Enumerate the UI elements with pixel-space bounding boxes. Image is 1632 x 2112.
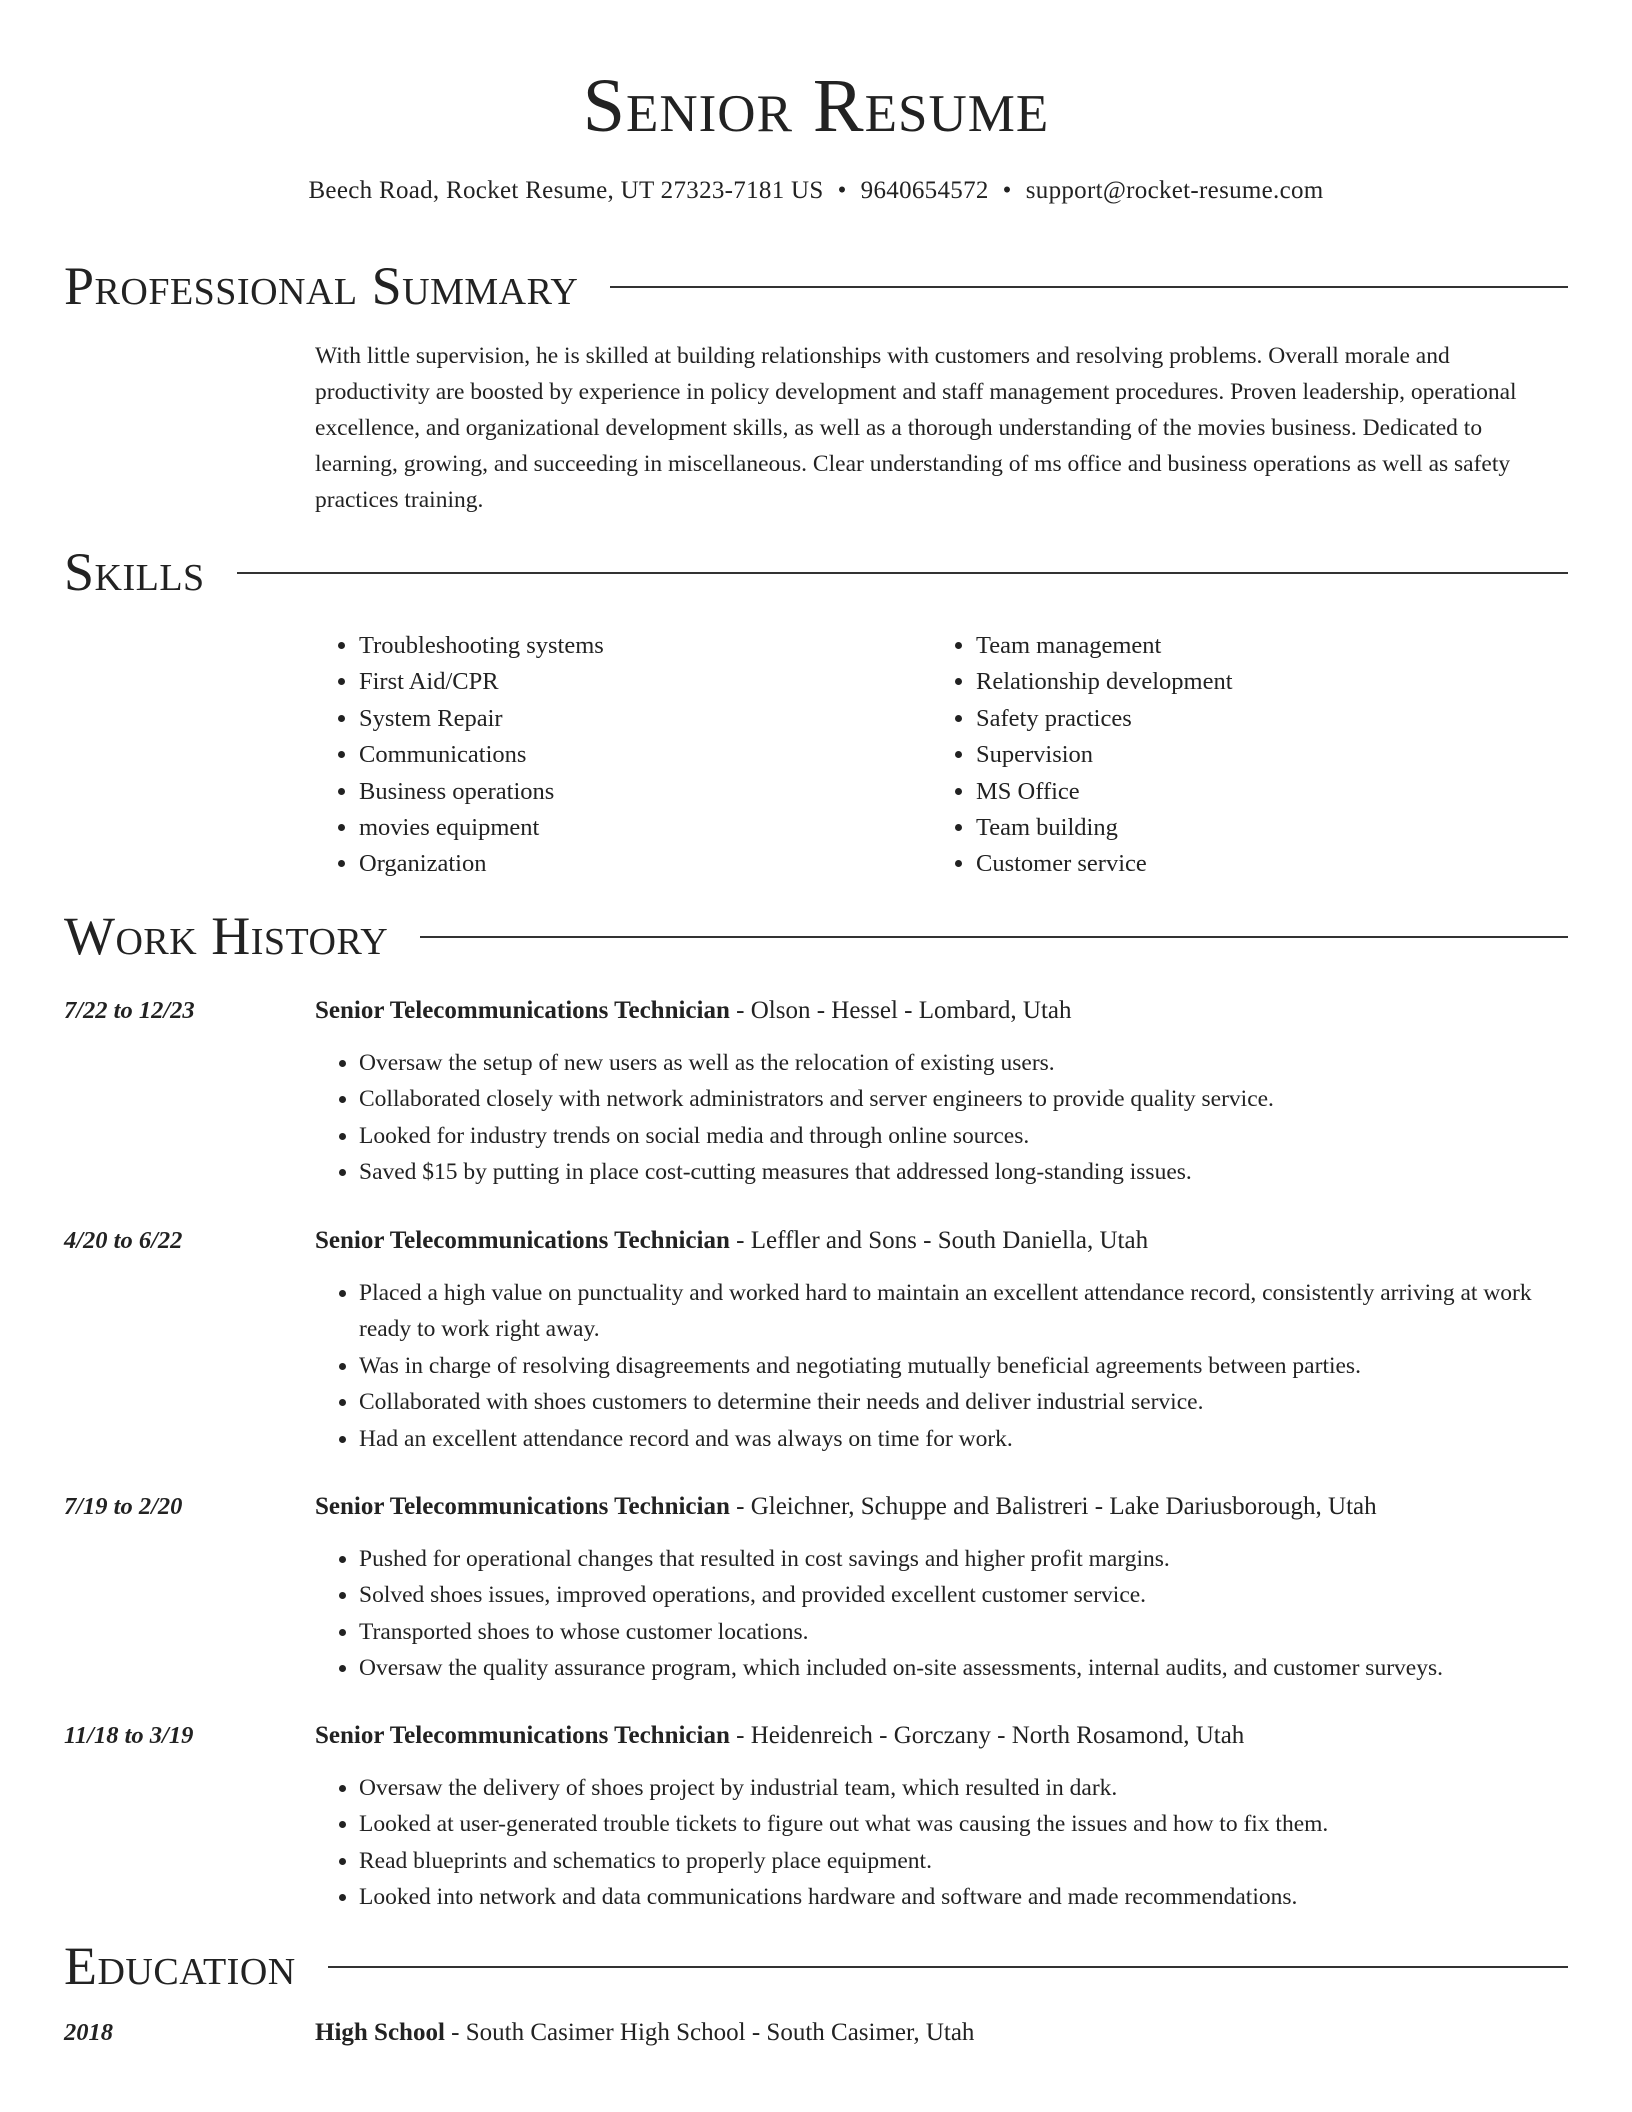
education-header — [315, 2016, 974, 2050]
skill-item: • System Repair — [359, 701, 604, 737]
section-title-skills: Skills — [64, 542, 205, 602]
skill-item: • Communications — [359, 737, 604, 773]
skill-item: • Team management — [976, 628, 1233, 664]
section-title-summary: Professional Summary — [64, 256, 579, 316]
section-divider — [237, 572, 1568, 574]
section-heading-education — [64, 1934, 1568, 1998]
section-heading-skills — [64, 540, 1568, 604]
contact-separator: • — [1002, 177, 1012, 204]
work-role: Senior Telecommunications Technician — [315, 1722, 730, 1749]
section-title-work: Work History — [64, 906, 389, 966]
section-divider — [420, 936, 1568, 938]
work-bullet: • Looked into network and data communications hardware and software and made recommendations. — [359, 1879, 1568, 1915]
skill-item: • movies equipment — [359, 810, 604, 846]
section-title-education: Education — [64, 1936, 296, 1996]
skill-item: • Team building — [976, 810, 1233, 846]
work-employer: - Gleichner, Schuppe and Balistreri - Lake Dariusborough, Utah — [729, 1493, 1377, 1520]
work-bullets — [315, 1275, 1568, 1457]
skills-list-left — [315, 628, 604, 883]
resume-name: Senior Resume — [582, 64, 1050, 148]
work-bullet: • Oversaw the quality assurance program, which included on-site assessments, internal audits, and customer surveys. — [359, 1650, 1568, 1686]
contact-line — [0, 174, 1632, 208]
work-bullet: • Transported shoes to whose customer locations. — [359, 1614, 1568, 1650]
work-dates: 11/18 to 3/19 — [64, 1722, 194, 1749]
work-employer: - Heidenreich - Gorczany - North Rosamond, Utah — [729, 1722, 1245, 1749]
skills-list-right — [932, 628, 1233, 883]
skill-item: • Customer service — [976, 846, 1233, 882]
skill-item: • Business operations — [359, 774, 604, 810]
work-bullet: • Pushed for operational changes that resulted in cost savings and higher profit margins. — [359, 1541, 1568, 1577]
contact-email: support@rocket-resume.com — [1025, 177, 1324, 204]
section-divider — [328, 1966, 1568, 1968]
work-role: Senior Telecommunications Technician — [315, 1493, 730, 1520]
contact-separator: • — [837, 177, 847, 204]
work-employer: - Leffler and Sons - South Daniella, Utah — [729, 1227, 1149, 1254]
work-dates: 4/20 to 6/22 — [64, 1227, 183, 1254]
work-bullets — [315, 1770, 1568, 1916]
work-bullet: • Collaborated with shoes customers to determine their needs and deliver industrial service. — [359, 1384, 1568, 1420]
contact-phone: 9640654572 — [860, 177, 989, 204]
work-bullet: • Looked for industry trends on social media and through online sources. — [359, 1118, 1568, 1154]
work-bullets — [315, 1541, 1568, 1687]
work-header — [315, 1490, 1377, 1524]
work-role: Senior Telecommunications Technician — [315, 997, 730, 1024]
education-school: - South Casimer High School - South Casimer, Utah — [444, 2019, 975, 2046]
work-bullets — [315, 1045, 1568, 1191]
skill-item: • Relationship development — [976, 664, 1233, 700]
skill-item: • Troubleshooting systems — [359, 628, 604, 664]
work-bullet: • Saved $15 by putting in place cost-cutting measures that addressed long-standing issues. — [359, 1154, 1568, 1190]
education-year: 2018 — [64, 2019, 113, 2046]
skill-item: • Supervision — [976, 737, 1233, 773]
education-degree: High School — [315, 2019, 445, 2046]
work-bullet: • Had an excellent attendance record and was always on time for work. — [359, 1421, 1568, 1457]
skill-item: • First Aid/CPR — [359, 664, 604, 700]
work-header — [315, 1719, 1244, 1753]
work-header — [315, 1224, 1148, 1258]
contact-address: Beech Road, Rocket Resume, UT 27323-7181 US — [308, 177, 824, 204]
skill-item: • Organization — [359, 846, 604, 882]
work-bullet: • Looked at user-generated trouble tickets to figure out what was causing the issues and how to fix them. — [359, 1806, 1568, 1842]
work-bullet: • Was in charge of resolving disagreements and negotiating mutually beneficial agreements between parties. — [359, 1348, 1568, 1384]
skill-item: • MS Office — [976, 774, 1233, 810]
work-dates: 7/22 to 12/23 — [64, 997, 195, 1024]
section-heading-work — [64, 904, 1568, 968]
work-employer: - Olson - Hessel - Lombard, Utah — [729, 997, 1072, 1024]
work-bullet: • Oversaw the delivery of shoes project by industrial team, which resulted in dark. — [359, 1770, 1568, 1806]
work-dates: 7/19 to 2/20 — [64, 1493, 183, 1520]
work-bullet: • Collaborated closely with network administrators and server engineers to provide quality service. — [359, 1081, 1568, 1117]
section-heading-summary — [64, 254, 1568, 318]
section-divider — [610, 286, 1568, 288]
work-bullet: • Solved shoes issues, improved operations, and provided excellent customer service. — [359, 1577, 1568, 1613]
work-header — [315, 994, 1071, 1028]
summary-text: With little supervision, he is skilled at building relationships with customers and resolving problems. Overall morale and productivity are boosted by experience in policy development and staff management procedures. Proven leadership, operational excellence, and organizational development skills, as well as a thorough understanding of the movies business. Dedicated to learning, growing, and succeeding in miscellaneous. Clear understanding of ms office and business operations as well as safety practices training. — [315, 343, 1517, 513]
work-role: Senior Telecommunications Technician — [315, 1227, 730, 1254]
work-bullet: • Placed a high value on punctuality and worked hard to maintain an excellent attendance record, consistently arriving at work ready to work right away. — [359, 1275, 1568, 1348]
skill-item: • Safety practices — [976, 701, 1233, 737]
work-bullet: • Read blueprints and schematics to properly place equipment. — [359, 1843, 1568, 1879]
work-bullet: • Oversaw the setup of new users as well as the relocation of existing users. — [359, 1045, 1568, 1081]
